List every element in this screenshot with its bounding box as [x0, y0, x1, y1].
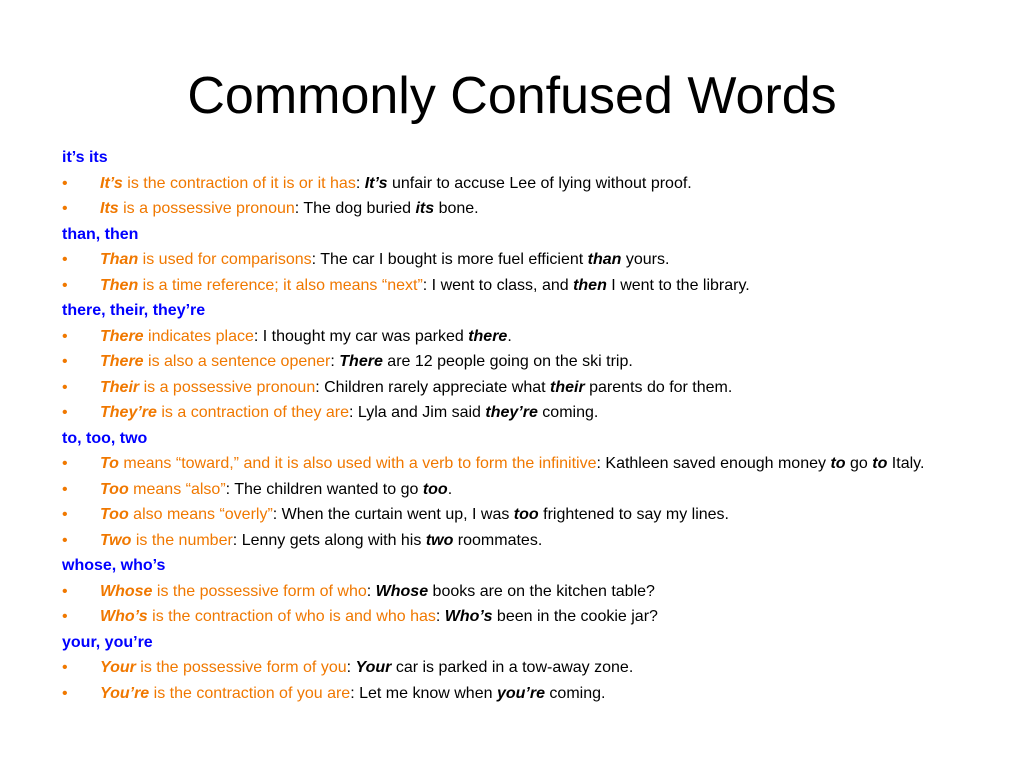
- example-highlight: There: [339, 353, 383, 370]
- example-text: yours.: [621, 251, 670, 268]
- example-highlight: Whose: [375, 582, 429, 600]
- list-item: [62, 171, 942, 197]
- example-text: roommates.: [453, 531, 543, 549]
- list-item: [62, 477, 942, 503]
- word-term: Too: [100, 480, 129, 498]
- usage-rule: is used for comparisons: [138, 251, 312, 268]
- bullet-icon: •: [62, 251, 68, 268]
- word-term: There: [100, 327, 144, 345]
- example-sentence: [597, 455, 925, 472]
- example-highlight: to: [872, 455, 888, 472]
- example-sentence: [273, 506, 729, 523]
- list-item: [62, 375, 942, 401]
- example-text: been in the cookie jar?: [492, 608, 658, 625]
- example-highlight: you’re: [496, 684, 545, 702]
- example-text: : When the curtain went up, I was: [272, 506, 514, 523]
- usage-rule: is the contraction of it is or it has: [122, 174, 356, 192]
- list-item: [62, 273, 942, 299]
- word-term: Your: [100, 659, 136, 676]
- word-group-heading: your, you’re: [62, 633, 153, 651]
- usage-rule: indicates place: [143, 327, 254, 345]
- word-term: Whose: [100, 582, 153, 600]
- example-text: : Let me know when: [350, 684, 497, 702]
- example-text: Italy.: [887, 455, 925, 472]
- usage-rule: is the possessive form of who: [152, 582, 367, 600]
- example-text: unfair to accuse Lee of lying without proof.: [387, 174, 692, 192]
- example-text: car is parked in a tow-away zone.: [391, 659, 634, 676]
- example-sentence: [233, 532, 542, 549]
- example-text: books are on the kitchen table?: [428, 582, 655, 600]
- example-sentence: [315, 379, 732, 396]
- example-text: coming.: [544, 684, 606, 702]
- example-highlight: than: [587, 251, 622, 268]
- example-text: :: [435, 608, 445, 625]
- example-text: are 12 people going on the ski trip.: [382, 353, 633, 370]
- example-highlight: their: [550, 378, 585, 396]
- example-text: : I thought my car was parked: [253, 327, 469, 345]
- bullet-icon: •: [62, 378, 68, 396]
- example-sentence: [226, 481, 453, 498]
- example-highlight: then: [573, 276, 607, 294]
- word-term: Its: [100, 200, 119, 217]
- word-term: Their: [100, 378, 140, 396]
- word-group-heading: there, their, they’re: [62, 302, 206, 319]
- list-item: [62, 528, 942, 554]
- usage-rule: also means “overly”: [128, 506, 273, 523]
- example-sentence: [436, 608, 658, 625]
- example-highlight: they’re: [485, 404, 538, 421]
- bullet-icon: •: [62, 276, 68, 294]
- example-sentence: [350, 685, 605, 702]
- word-group-heading: whose, who’s: [62, 557, 166, 574]
- example-text: coming.: [537, 404, 599, 421]
- example-text: .: [447, 480, 453, 498]
- usage-rule: is a possessive pronoun: [139, 378, 316, 396]
- bullet-icon: •: [62, 404, 68, 421]
- word-term: There: [100, 353, 144, 370]
- bullet-icon: •: [62, 506, 68, 523]
- example-text: :: [346, 659, 356, 676]
- example-text: : Children rarely appreciate what: [315, 378, 551, 396]
- example-text: : I went to class, and: [422, 276, 574, 294]
- example-highlight: to: [830, 455, 846, 472]
- bullet-icon: •: [62, 200, 68, 217]
- usage-rule: is the number: [131, 531, 233, 549]
- example-sentence: [356, 175, 692, 192]
- example-highlight: there: [468, 327, 508, 345]
- example-text: : The children wanted to go: [225, 480, 423, 498]
- example-sentence: [347, 659, 634, 676]
- example-sentence: [349, 404, 598, 421]
- usage-rule: is also a sentence opener: [143, 353, 331, 370]
- usage-rule: is the possessive form of you: [135, 659, 347, 676]
- usage-rule: is a contraction of they are: [156, 404, 350, 421]
- example-highlight: too: [513, 506, 539, 523]
- example-sentence: [295, 200, 479, 217]
- list-item: [62, 400, 942, 426]
- list-item: [62, 349, 942, 375]
- bullet-icon: •: [62, 174, 68, 192]
- example-text: : The dog buried: [294, 200, 416, 217]
- example-text: parents do for them.: [584, 378, 733, 396]
- example-text: go: [845, 455, 873, 472]
- example-sentence: [254, 328, 512, 345]
- list-item: [62, 324, 942, 350]
- example-highlight: two: [425, 531, 454, 549]
- usage-rule: is a time reference; it also means “next”: [138, 276, 423, 294]
- example-text: : The car I bought is more fuel efficient: [311, 251, 588, 268]
- word-group-heading: it’s its: [62, 149, 108, 166]
- word-group-heading: than, then: [62, 225, 139, 243]
- word-term: Who’s: [100, 608, 148, 625]
- usage-rule: means “toward,” and it is also used with a verb to form the infinitive: [118, 455, 597, 472]
- usage-rule: is the contraction of who is and who has: [147, 608, 436, 625]
- bullet-icon: •: [62, 480, 68, 498]
- example-sentence: [312, 251, 670, 268]
- list-item: [62, 196, 942, 222]
- list-item: [62, 502, 942, 528]
- example-text: bone.: [434, 200, 479, 217]
- word-term: To: [100, 455, 119, 472]
- example-highlight: It’s: [364, 174, 388, 192]
- bullet-icon: •: [62, 582, 68, 600]
- bullet-icon: •: [62, 353, 68, 370]
- example-highlight: its: [415, 200, 435, 217]
- bullet-icon: •: [62, 531, 68, 549]
- slide-content: [62, 145, 942, 706]
- word-term: Too: [100, 506, 129, 523]
- word-term: It’s: [100, 174, 123, 192]
- example-text: : Kathleen saved enough money: [596, 455, 831, 472]
- list-item: [62, 604, 942, 630]
- example-text: frightened to say my lines.: [538, 506, 729, 523]
- word-term: They’re: [100, 404, 157, 421]
- word-term: Then: [100, 276, 139, 294]
- bullet-icon: •: [62, 608, 68, 625]
- example-sentence: [423, 277, 750, 294]
- bullet-icon: •: [62, 455, 68, 472]
- example-text: :: [330, 353, 340, 370]
- usage-rule: means “also”: [128, 480, 226, 498]
- bullet-icon: •: [62, 327, 68, 345]
- example-text: .: [507, 327, 512, 345]
- slide-title: Commonly Confused Words: [187, 67, 837, 125]
- example-text: : Lenny gets along with his: [232, 531, 426, 549]
- example-highlight: too: [422, 480, 448, 498]
- usage-rule: is the contraction of you are: [149, 684, 351, 702]
- example-text: :: [366, 582, 376, 600]
- list-item: [62, 579, 942, 605]
- word-group-heading: to, too, two: [62, 429, 148, 447]
- example-text: : Lyla and Jim said: [349, 404, 486, 421]
- list-item: [62, 655, 942, 681]
- word-term: Than: [100, 251, 139, 268]
- example-highlight: Your: [355, 659, 392, 676]
- word-term: Two: [100, 531, 132, 549]
- example-highlight: Who’s: [444, 608, 493, 625]
- bullet-icon: •: [62, 659, 68, 676]
- usage-rule: is a possessive pronoun: [118, 200, 295, 217]
- list-item: [62, 681, 942, 707]
- example-text: I went to the library.: [606, 276, 750, 294]
- list-item: [62, 451, 942, 477]
- bullet-icon: •: [62, 684, 68, 702]
- example-sentence: [367, 583, 655, 600]
- example-text: :: [355, 174, 365, 192]
- word-term: You’re: [100, 684, 150, 702]
- list-item: [62, 247, 942, 273]
- example-sentence: [330, 353, 632, 370]
